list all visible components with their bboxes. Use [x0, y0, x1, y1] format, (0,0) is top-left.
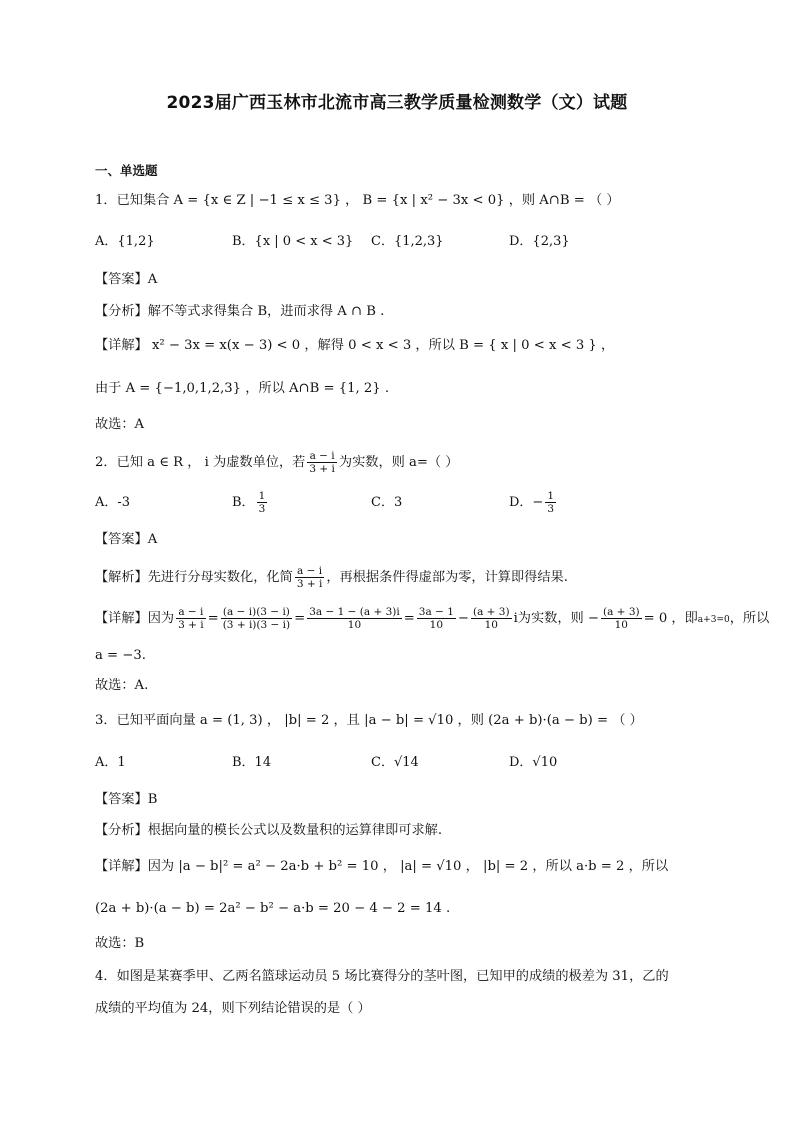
- q1-analysis: 【分析】解不等式求得集合 B，进而求得 A ∩ B .: [95, 304, 385, 319]
- q1-stem: 1．已知集合 A = {x ∈ Z | −1 ≤ x ≤ 3} ， B = {x | x² − 3x < 0} ，则 A∩B = （ ）: [95, 193, 620, 208]
- q2-detail-f5-denominator: 10: [484, 619, 498, 631]
- q1-option-d: D．{2,3}: [509, 234, 570, 249]
- q2-detail-tail: ，所以: [729, 611, 770, 626]
- q2-stem-fraction-numerator: a − i: [307, 450, 337, 463]
- q4-stem-line1: 4．如图是某赛季甲、乙两名篮球运动员 5 场比赛得分的茎叶图，已知甲的成绩的极差为 31，乙的: [95, 969, 669, 984]
- q2-analysis-numerator: a − i: [295, 565, 325, 578]
- q1-detail-line2: 由于 A = {−1,0,1,2,3} ，所以 A∩B = {1, 2} .: [95, 381, 390, 396]
- q2-analysis: [95, 565, 568, 590]
- q3-analysis: 【分析】根据向量的模长公式以及数量积的运算律即可求解.: [95, 823, 443, 838]
- q2-detail-f1-numerator: a − i: [176, 606, 206, 619]
- q2-detail-fraction-1: [176, 606, 206, 631]
- q3-option-c: C．√14: [371, 755, 419, 770]
- q2-option-b-denominator: 3: [258, 503, 266, 515]
- q2-option-b-numerator: 1: [258, 490, 266, 502]
- q1-option-b: B．{x | 0 < x < 3}: [232, 234, 354, 249]
- page-title: 2023届广西玉林市北流市高三教学质量检测数学（文）试题: [166, 93, 628, 113]
- q2-answer: 【答案】A: [95, 532, 158, 547]
- q2-analysis-end: ，再根据条件得虚部为零，计算即得结果.: [326, 570, 568, 585]
- q2-option-c: C．3: [371, 495, 403, 510]
- q3-answer: 【答案】B: [95, 792, 158, 807]
- q2-option-d: [509, 490, 558, 515]
- q2-option-d-numerator: 1: [547, 490, 555, 502]
- q2-choose: 故选：A.: [95, 678, 149, 693]
- q2-detail-f4-denominator: 10: [429, 619, 444, 631]
- q3-option-d: D．√10: [509, 755, 558, 770]
- q2-detail-f3-denominator: 10: [347, 619, 362, 631]
- q2-analysis-fraction: [295, 565, 325, 590]
- q2-detail-small-equation: a+3=0: [697, 615, 730, 625]
- q2-detail-fraction-2: [221, 606, 292, 631]
- q2-detail-fraction-6: [601, 606, 642, 631]
- q3-detail-line1: 【详解】因为 |a − b|² = a² − 2a·b + b² = 10 ， |a| = √10 ， |b| = 2 ，所以 a·b = 2 ，所以: [95, 859, 669, 874]
- q2-detail-f6-denominator: 10: [614, 619, 628, 631]
- q2-stem-end: 为实数，则 a=（ ）: [338, 455, 459, 470]
- q2-analysis-denominator: 3 + i: [296, 578, 323, 590]
- q2-option-b-label: B．: [232, 495, 255, 510]
- q2-stem-start: 2．已知 a ∈ R ， i 为虚数单位，若: [95, 455, 306, 470]
- q1-answer: 【答案】A: [95, 272, 158, 287]
- q2-detail-fraction-4: [417, 606, 456, 631]
- q1-detail-line1: 【详解】 x² − 3x = x(x − 3) < 0 ，解得 0 < x < 3 ，所以 B = { x | 0 < x < 3 } ，: [95, 338, 615, 353]
- q1-choose: 故选：A: [95, 417, 145, 432]
- q2-detail-mid: i为实数，则 −: [513, 611, 599, 626]
- q2-stem: [95, 450, 459, 475]
- q2-option-d-label: D．−: [509, 495, 544, 510]
- q2-detail-label: 【详解】因为: [95, 611, 175, 626]
- q2-stem-fraction-denominator: 3 + i: [309, 463, 335, 475]
- q2-detail-line2: a = −3.: [95, 648, 146, 663]
- q3-stem: 3．已知平面向量 a = (1, 3) ， |b| = 2 ，且 |a − b| = √10 ，则 (2a + b)·(a − b) = （ ）: [95, 713, 643, 728]
- q2-stem-fraction: [307, 450, 337, 475]
- q2-detail-f2-denominator: (3 + i)(3 − i): [222, 619, 291, 631]
- q3-choose: 故选：B: [95, 936, 145, 951]
- q3-option-b: B．14: [232, 755, 272, 770]
- q2-detail-f2-numerator: (a − i)(3 − i): [221, 606, 292, 619]
- q2-detail-f5-numerator: (a + 3): [472, 606, 510, 618]
- q2-detail-line1: 【详解】因为 $\frac{a - i}{3 + i}$ = $\frac{(a - i)(3 - i)}{(3 + i)(3 - i)}$ = $\frac{3a - 1 - (a + 3)i}{10}$ = $\frac{3a - 1}{10}$ − $\frac{(a + 3)}{10}$ i为实数，则 − $\frac{(a + 3)}{10}$ = 0 ，即a+3=0，所以: [95, 606, 770, 631]
- q1-option-c: C．{1,2,3}: [371, 234, 444, 249]
- q2-option-a: A．-3: [95, 495, 131, 510]
- q2-option-b: [232, 490, 269, 515]
- q2-detail-f1-denominator: 3 + i: [178, 619, 204, 631]
- q2-option-b-fraction: [257, 490, 268, 515]
- q2-detail-fraction-5: [471, 606, 512, 631]
- q2-option-d-denominator: 3: [547, 503, 555, 515]
- q2-detail-f6-numerator: (a + 3): [602, 606, 640, 618]
- section-heading: 一、单选题: [95, 163, 158, 178]
- q2-detail-f3-numerator: 3a − 1 − (a + 3)i: [309, 606, 400, 618]
- q2-detail-end: = 0 ，即: [643, 611, 698, 626]
- q3-detail-line2: (2a + b)·(a − b) = 2a² − b² − a·b = 20 − 4 − 2 = 14 .: [95, 901, 451, 916]
- q1-option-a: A．{1,2}: [95, 234, 155, 249]
- q4-stem-line2: 成绩的平均值为 24，则下列结论错误的是（ ）: [95, 1001, 371, 1016]
- q2-detail-f4-numerator: 3a − 1: [418, 606, 454, 618]
- q2-analysis-start: 【解析】先进行分母实数化，化简: [95, 570, 293, 585]
- q3-option-a: A．1: [95, 755, 126, 770]
- q2-detail-fraction-3: [307, 606, 402, 631]
- q2-option-d-fraction: [545, 490, 556, 515]
